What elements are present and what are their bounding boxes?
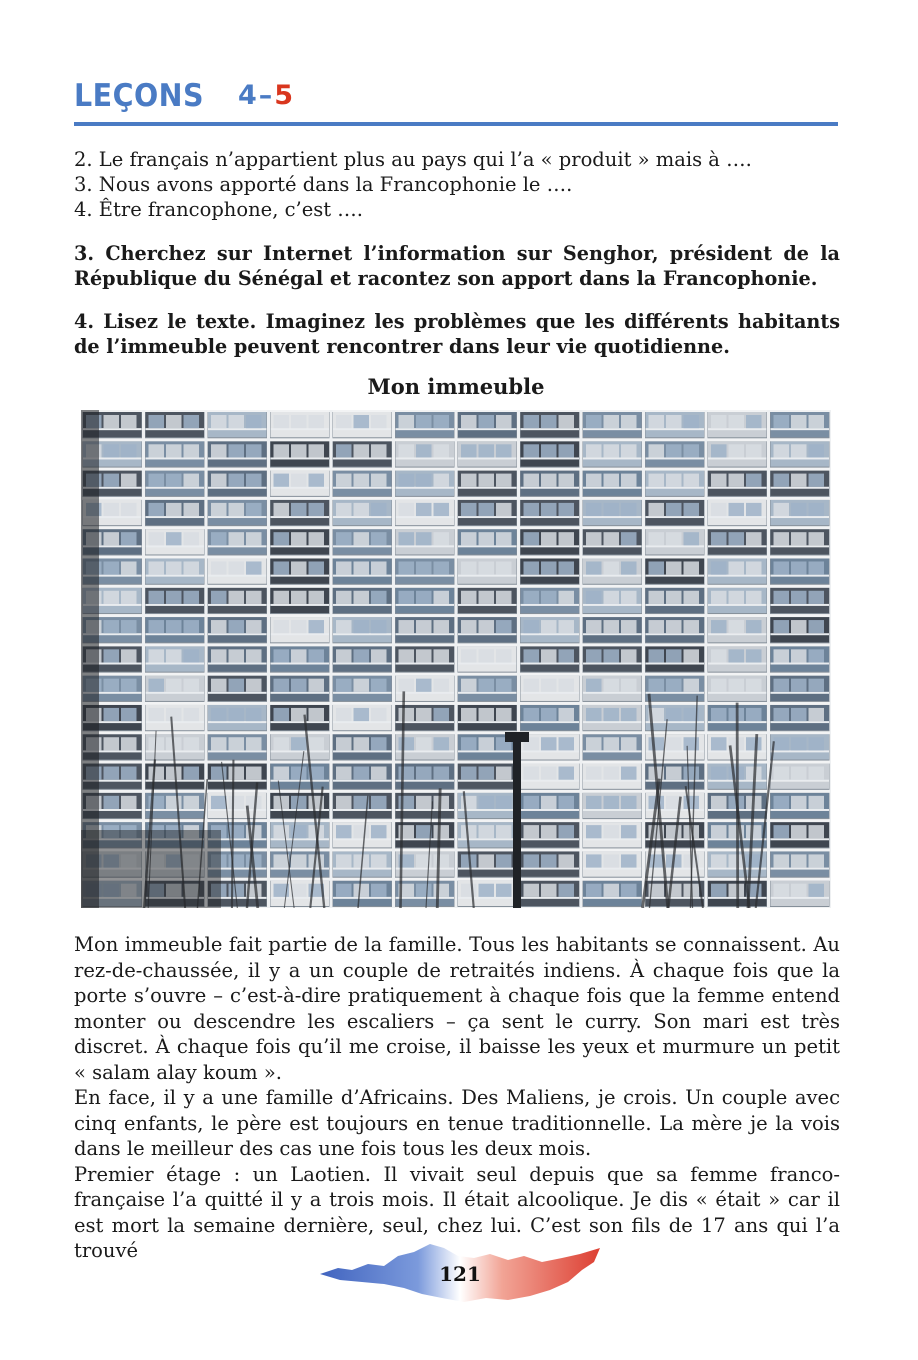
- lesson-number-start: 4–: [238, 80, 275, 111]
- lesson-number-end: 5: [274, 80, 296, 111]
- header-divider: [74, 122, 838, 126]
- page-number: 121: [439, 1262, 481, 1286]
- text-title: Mon immeuble: [367, 374, 545, 399]
- exercise-4: 4. Lisez le texte. Imaginez les problèmes que les différents habitants de l’immeuble peuvent rencontrer dans leur vie quotidienne.: [74, 310, 840, 358]
- lesson-number: [238, 80, 295, 111]
- answer-line-3: 3. Nous avons apporté dans la Francophonie le ….: [74, 173, 573, 196]
- lesson-title: LEÇONS: [74, 78, 205, 114]
- building-photo: [81, 410, 831, 908]
- apartment-building-illustration: [81, 410, 831, 908]
- reading-text: [74, 932, 840, 1264]
- answer-line-4: 4. Être francophone, c’est ….: [74, 198, 363, 221]
- paragraph-2: En face, il y a une famille d’Africains. Des Maliens, je crois. Un couple avec cinq enfants, le père est toujours en tenue traditionnelle. La mère je la vois dans le meilleur des cas une fois tous les deux mois.: [74, 1086, 840, 1160]
- answer-line-2: 2. Le français n’appartient plus au pays qui l’a « produit » mais à ….: [74, 148, 752, 171]
- page-footer: [318, 1238, 602, 1308]
- exercise-3: 3. Cherchez sur Internet l’information sur Senghor, président de la République du Sénégal et racontez son apport dans la Francophonie.: [74, 242, 840, 290]
- paragraph-3: Premier étage : un Laotien. Il vivait seul depuis que sa femme franco-française l’a quitté il y a trois mois. Il était alcoolique. Je dis « était » car il est mort la semaine dernière, seul, chez lui. C’est son fils de 17 ans qui l’a trouvé: [74, 1162, 840, 1262]
- lesson-header: [74, 78, 838, 126]
- answer-lines: [74, 147, 844, 222]
- paragraph-1: Mon immeuble fait partie de la famille. Tous les habitants se connaissent. Au rez-de-chaussée, il y a un couple de retraités indiens. À chaque fois que la porte s’ouvre – c’est-à-dire pratiquement à chaque fois que la femme entend monter ou descendre les escaliers – ça sent le curry. Son mari est très discret. À chaque fois qu’il me croise, il baisse les yeux et murmure un petit « salam alay koum ».: [74, 933, 840, 1084]
